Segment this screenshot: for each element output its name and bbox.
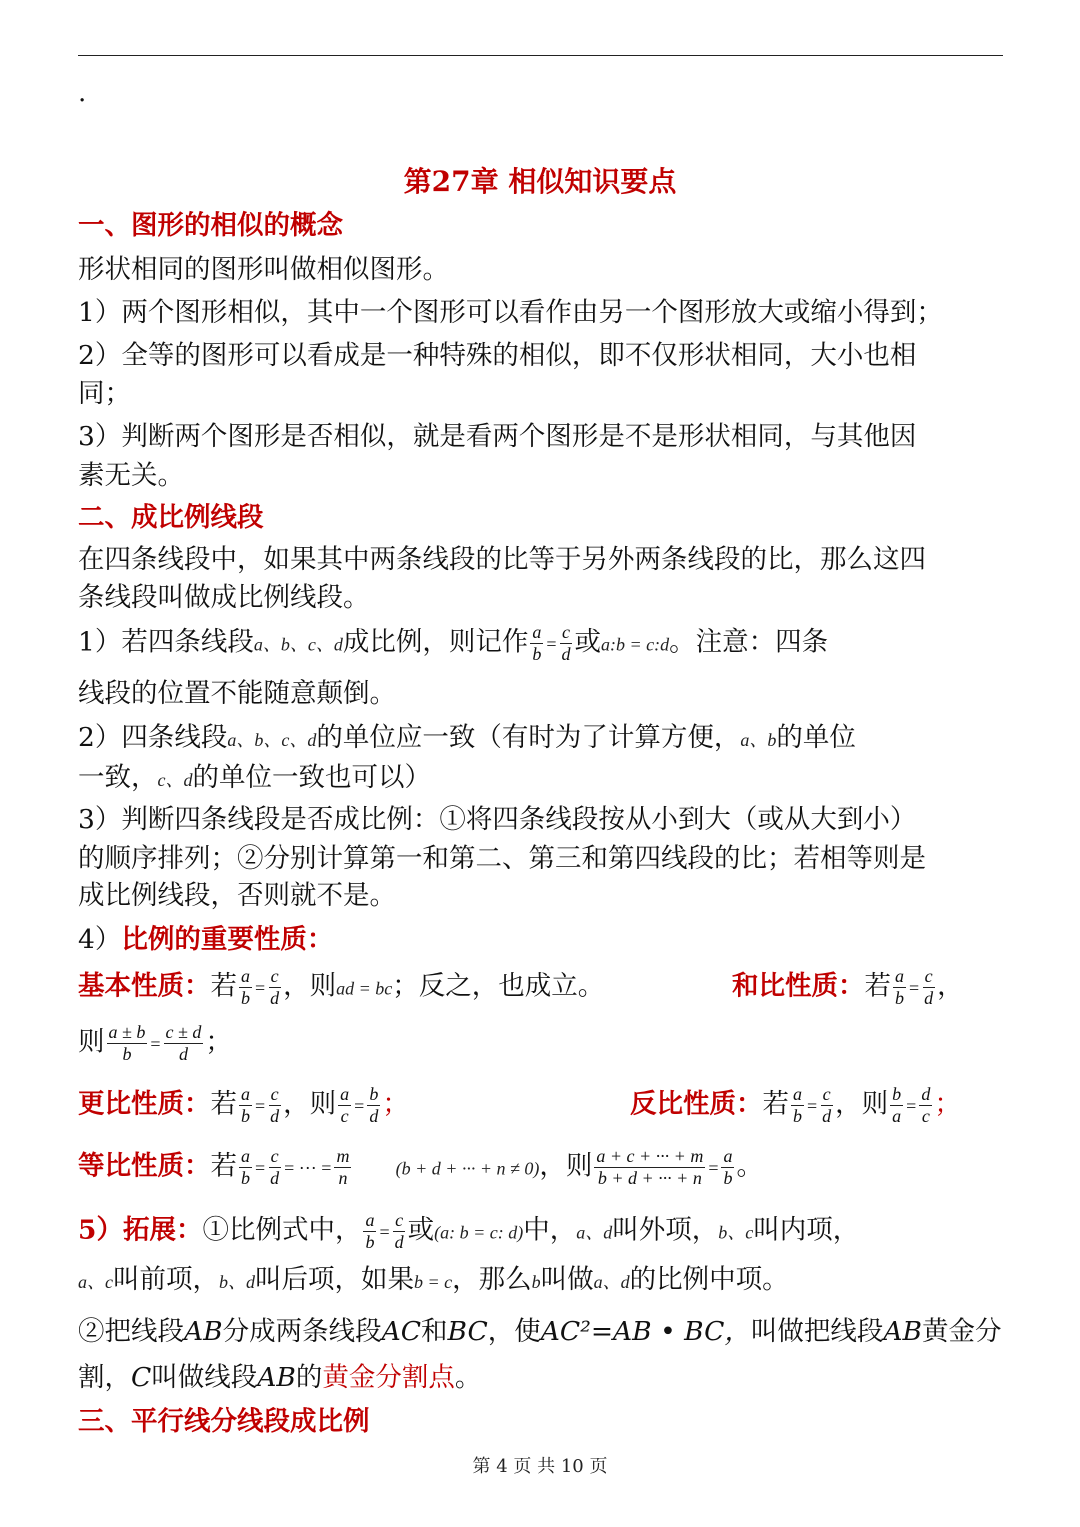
basic-property-row: 基本性质：若 $\frac{a}{b}$ = $\frac{c}{d}$ ，则ad = bc；反之，也成立。 (78, 966, 605, 1008)
sum-property: 和比性质：若 $\frac{a}{b}$ = $\frac{c}{d}$ ， (732, 966, 964, 1008)
sec2-point-4: 4）比例的重要性质： (78, 924, 334, 955)
sum-property-result: 则 $\frac{a \pm b}{b}$ = $\frac{c \pm d}{d}$ ； (78, 1022, 232, 1064)
alternate-property: 更比性质：若 $\frac{a}{b}$ = $\frac{c}{d}$ ，则 $\frac{a}{c}$ = $\frac{b}{d}$ ； (78, 1084, 409, 1126)
section-1-heading: 一、图形的相似的概念 (78, 210, 343, 241)
sec2-line-2: 条线段叫做成比例线段。 (78, 582, 370, 613)
sec2-point-3-line-1: 3）判断四条线段是否成比例：①将四条线段按从小到大（或从大到小） (78, 804, 917, 835)
page-footer: 第 4 页 共 10 页 (472, 1456, 608, 1477)
sec2-point-3-line-3: 成比例线段，否则就不是。 (78, 880, 396, 911)
header-dot: . (78, 78, 87, 108)
sec1-line-2: 1）两个图形相似，其中一个图形可以看作由另一个图形放大或缩小得到； (78, 297, 943, 328)
inverse-property: 反比性质：若 $\frac{a}{b}$ = $\frac{c}{d}$ ，则 $\frac{b}{a}$ = $\frac{d}{c}$ ； (630, 1084, 961, 1126)
extension-line-2: a、c叫前项，b、d叫后项，如果b = c，那么b叫做a、d的比例中项。 (78, 1264, 789, 1295)
sec1-line-4: 同； (78, 378, 131, 409)
sec1-line-5: 3）判断两个图形是否相似，就是看两个图形是不是形状相同，与其他因 (78, 421, 917, 452)
sec1-line-1: 形状相同的图形叫做相似图形。 (78, 254, 449, 285)
section-3-heading: 三、平行线分线段成比例 (78, 1406, 370, 1437)
sec2-point-2-line-2: 一致，c、d的单位一致也可以） (78, 762, 431, 793)
header-rule (78, 55, 1003, 56)
sec2-point-1-line-2: 线段的位置不能随意颠倒。 (78, 678, 396, 709)
extension-line-1: 5）拓展：①比例式中， $\frac{a}{b}$ = $\frac{c}{d}$ 或(a: b = c: d)中，a、d叫外项，b、c叫内项， (78, 1210, 860, 1252)
golden-section-line-2: 割，C叫做线段AB的黄金分割点。 (78, 1362, 482, 1393)
equal-ratio-property: 等比性质：若 $\frac{a}{b}$ = $\frac{c}{d}$ = ··· = $\frac{m}{n}$ (b + d + ··· + n ≠ 0)，则 $\frac{a + c + \cdot\cdot\cdot + m}{b + d + \cdot\cdot\cdot + n}$ = $\frac{a}{b}$ 。 (78, 1146, 763, 1188)
sec2-point-1: 1）若四条线段a、b、c、d成比例，则记作 $\frac{a}{b}$ = $\frac{c}{d}$ 或a:b = c:d。注意：四条 (78, 622, 829, 664)
fraction-a-b: $\frac{a}{b}$ (532, 622, 542, 664)
sec2-point-2: 2）四条线段a、b、c、d的单位应一致（有时为了计算方便，a、b的单位 (78, 722, 856, 753)
ratio-expression: a:b = c:d (601, 634, 670, 655)
sec2-point-3-line-2: 的顺序排列；②分别计算第一和第二、第三和第四线段的比；若相等则是 (78, 843, 926, 874)
fraction-c-d: $\frac{c}{d}$ (561, 622, 571, 664)
sec1-line-6: 素无关。 (78, 460, 184, 491)
page-title: 第27章 相似知识要点 (403, 165, 677, 198)
sec1-line-3: 2）全等的图形可以看成是一种特殊的相似，即不仅形状相同，大小也相 (78, 340, 917, 371)
section-2-heading: 二、成比例线段 (78, 502, 264, 533)
sec2-line-1: 在四条线段中，如果其中两条线段的比等于另外两条线段的比，那么这四 (78, 544, 926, 575)
golden-section-line-1: ②把线段AB分成两条线段AC和BC，使AC²=AB • BC，叫做把线段AB黄金分 (78, 1316, 1002, 1347)
